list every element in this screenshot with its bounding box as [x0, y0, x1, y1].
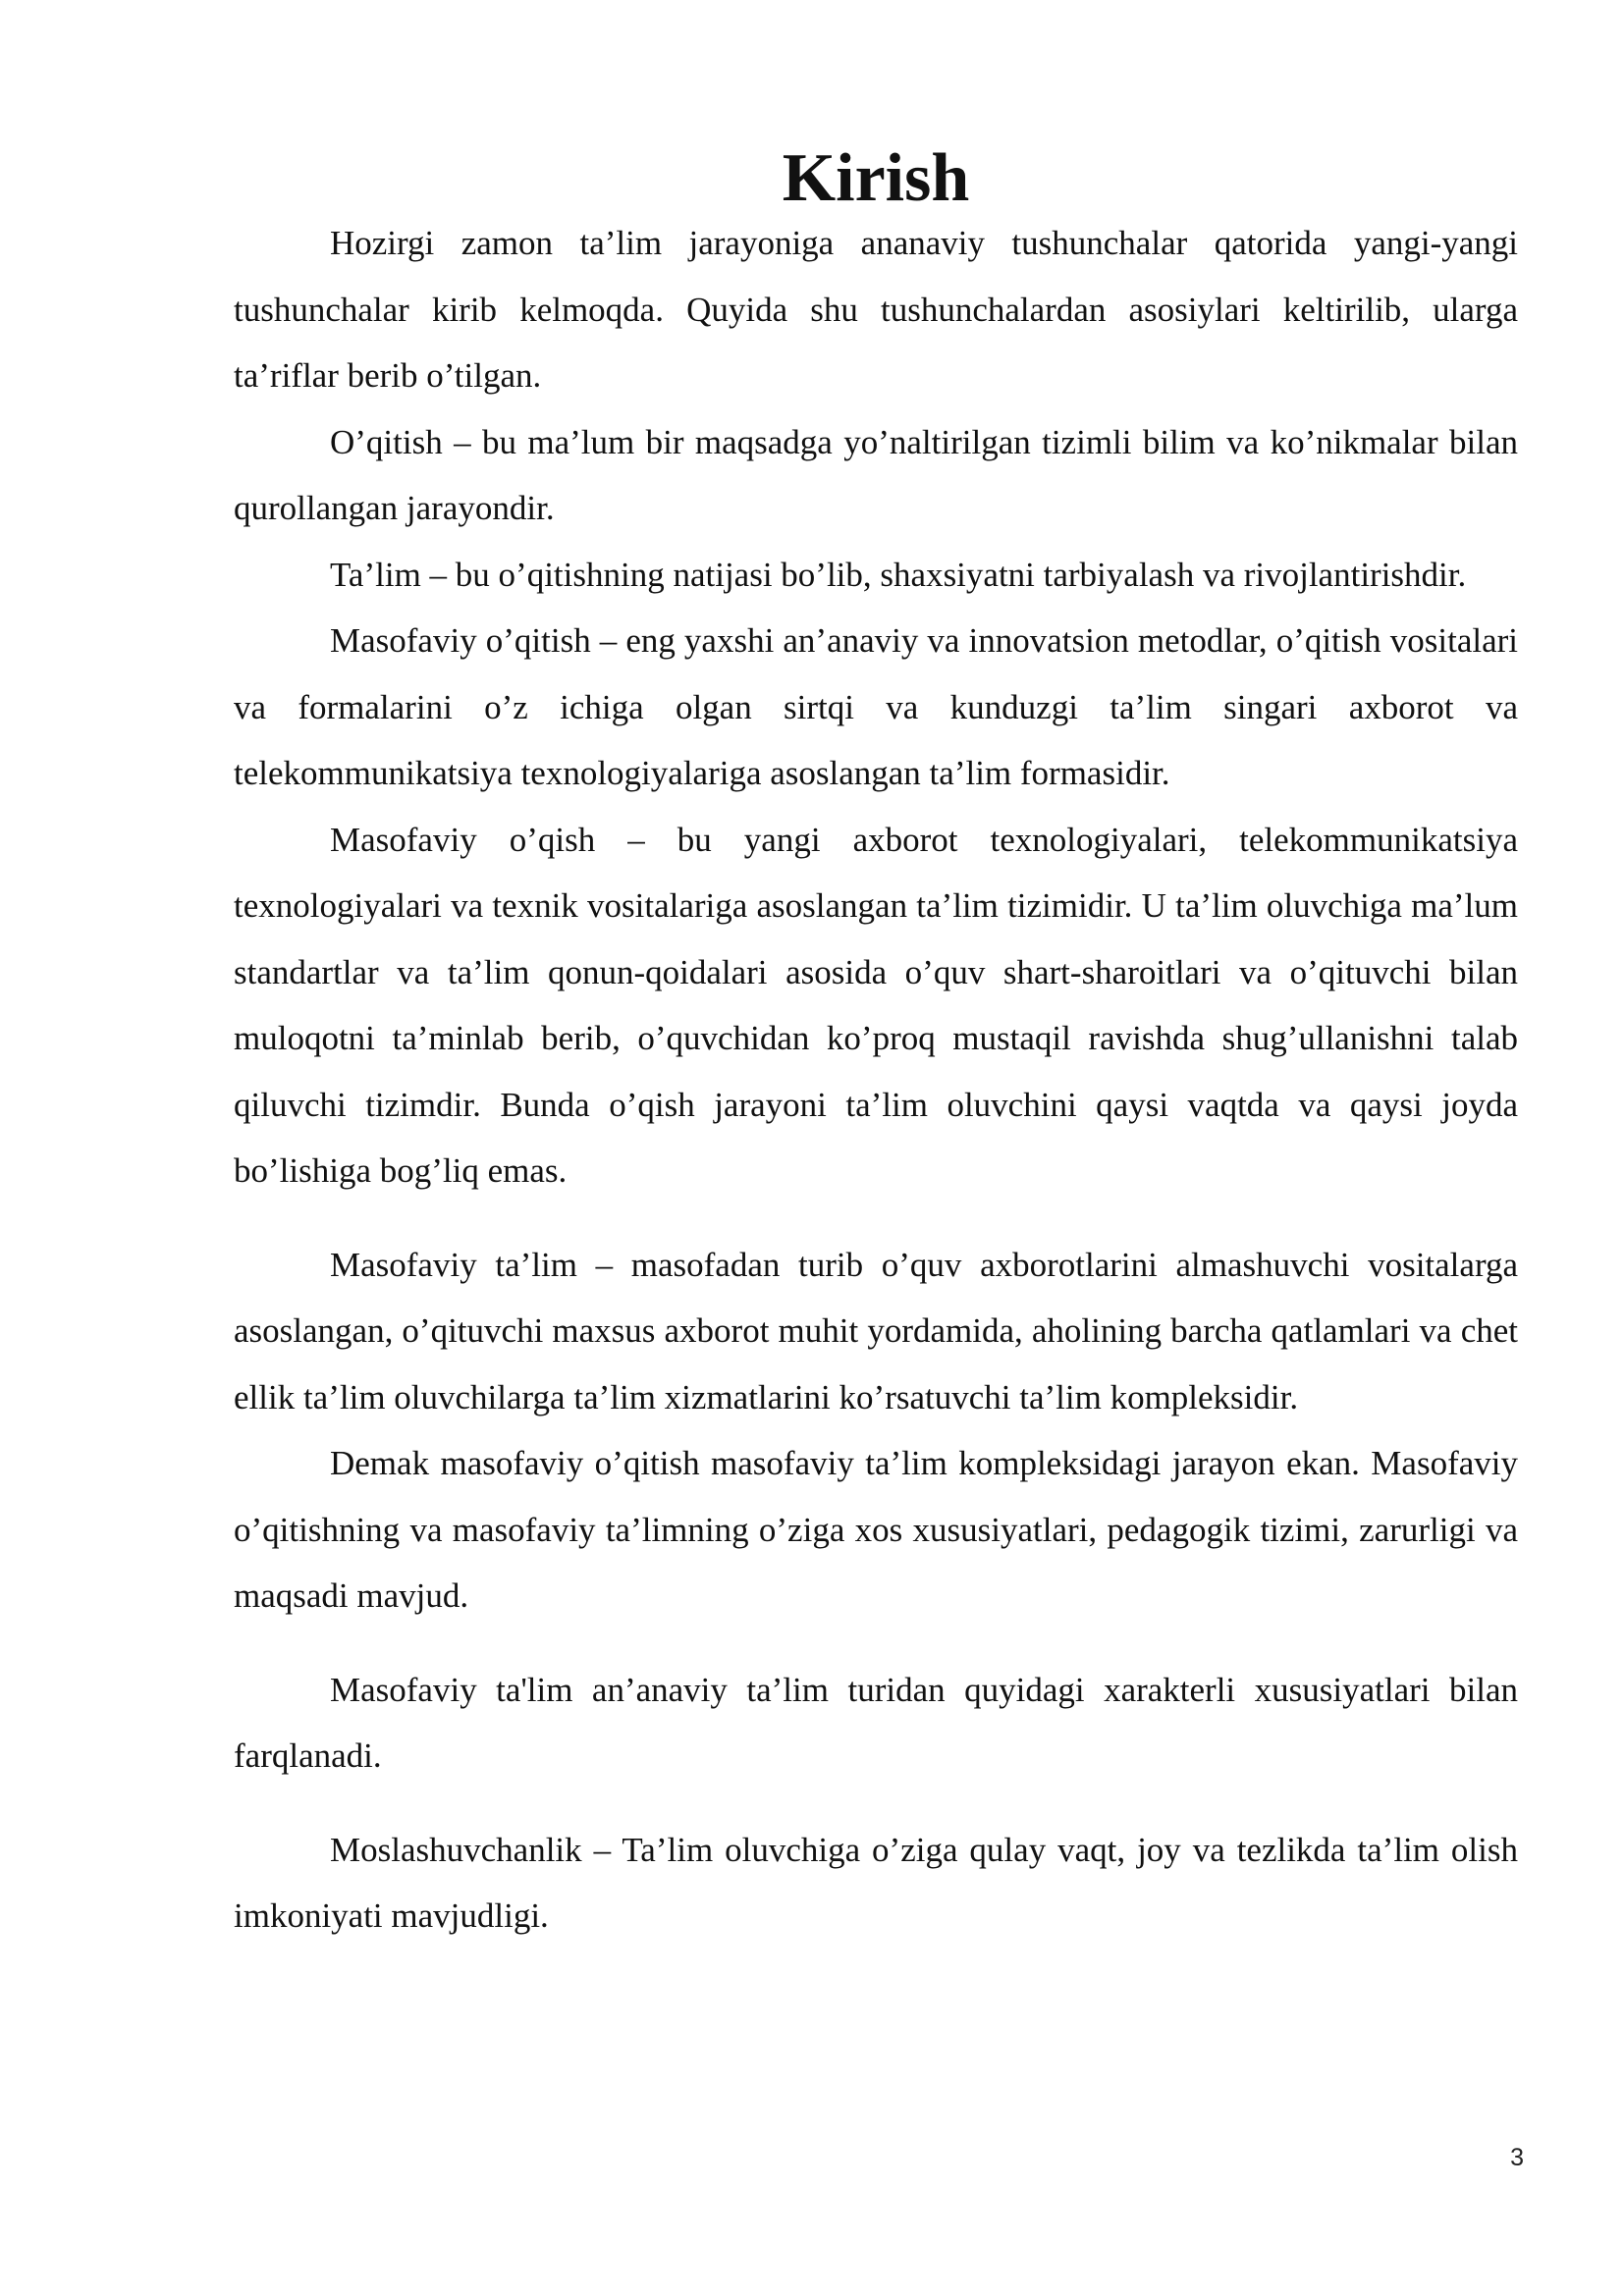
document-body — [234, 140, 1518, 1949]
paragraph-masofaviy-oqish: Masofaviy o’qish – bu yangi axborot texnologiyalari, telekommunikatsiya texnologiyalari va texnik vositalariga asoslangan ta’lim tizimidir. U ta’lim oluvchiga ma’lum standartlar va ta’lim qonun-qoidalari asosida o’quv shart-sharoitlari va o’qituvchi bilan muloqotni ta’minlab berib, o’quvchidan ko’proq mustaqil ravishda shug’ullanishni talab qiluvchi tizimdir. Bunda o’qish jarayoni ta’lim oluvchini qaysi vaqtda va qaysi joyda bo’lishiga bog’liq emas. — [234, 820, 1518, 1190]
paragraph-masofaviy-oqitish: Masofaviy o’qitish – eng yaxshi an’anaviy va innovatsion metodlar, o’qitish vositalari va formalarini o’z ichiga olgan sirtqi va kunduzgi ta’lim singari axborot va telekommunikatsiya texnologiyalariga asoslangan ta’lim formasidir. — [234, 621, 1518, 792]
paragraph-masofaviy-talim: Masofaviy ta’lim – masofadan turib o’quv axborotlarini almashuvchi vositalarga asoslangan, o’qituvchi maxsus axborot muhit yordamida, aholining barcha qatlamlari va chet ellik ta’lim oluvchilarga ta’lim xizmatlarini ko’rsatuvchi ta’lim kompleksidir. — [234, 1245, 1518, 1416]
paragraph-demak: Demak masofaviy o’qitish masofaviy ta’lim kompleksidagi jarayon ekan. Masofaviy o’qitishning va masofaviy ta’limning o’ziga xos xususiyatlari, pedagogik tizimi, zarurligi va maqsadi mavjud. — [234, 1444, 1518, 1615]
page-number: 3 — [1510, 2144, 1524, 2171]
paragraph-intro: Hozirgi zamon ta’lim jarayoniga ananaviy tushunchalar qatorida yangi-yangi tushunchalar kirib kelmoqda. Quyida shu tushunchalardan asosiylari keltirilib, ularga ta’riflar berib o’tilgan. — [234, 224, 1518, 395]
page-title: Kirish — [782, 140, 970, 216]
paragraph-oqitish: O’qitish – bu ma’lum bir maqsadga yo’naltirilgan tizimli bilim va ko’nikmalar bilan qurollangan jarayondir. — [234, 422, 1518, 527]
paragraph-moslashuvchanlik: Moslashuvchanlik – Ta’lim oluvchiga o’ziga qulay vaqt, joy va tezlikda ta’lim olish imkoniyati mavjudligi. — [234, 1830, 1518, 1935]
paragraph-farqlanadi: Masofaviy ta'lim an’anaviy ta’lim turidan quyidagi xarakterli xususiyatlari bilan farqlanadi. — [234, 1670, 1518, 1775]
paragraph-talim: Ta’lim – bu o’qitishning natijasi bo’lib, shaxsiyatni tarbiyalash va rivojlantirishdir. — [330, 555, 1467, 594]
